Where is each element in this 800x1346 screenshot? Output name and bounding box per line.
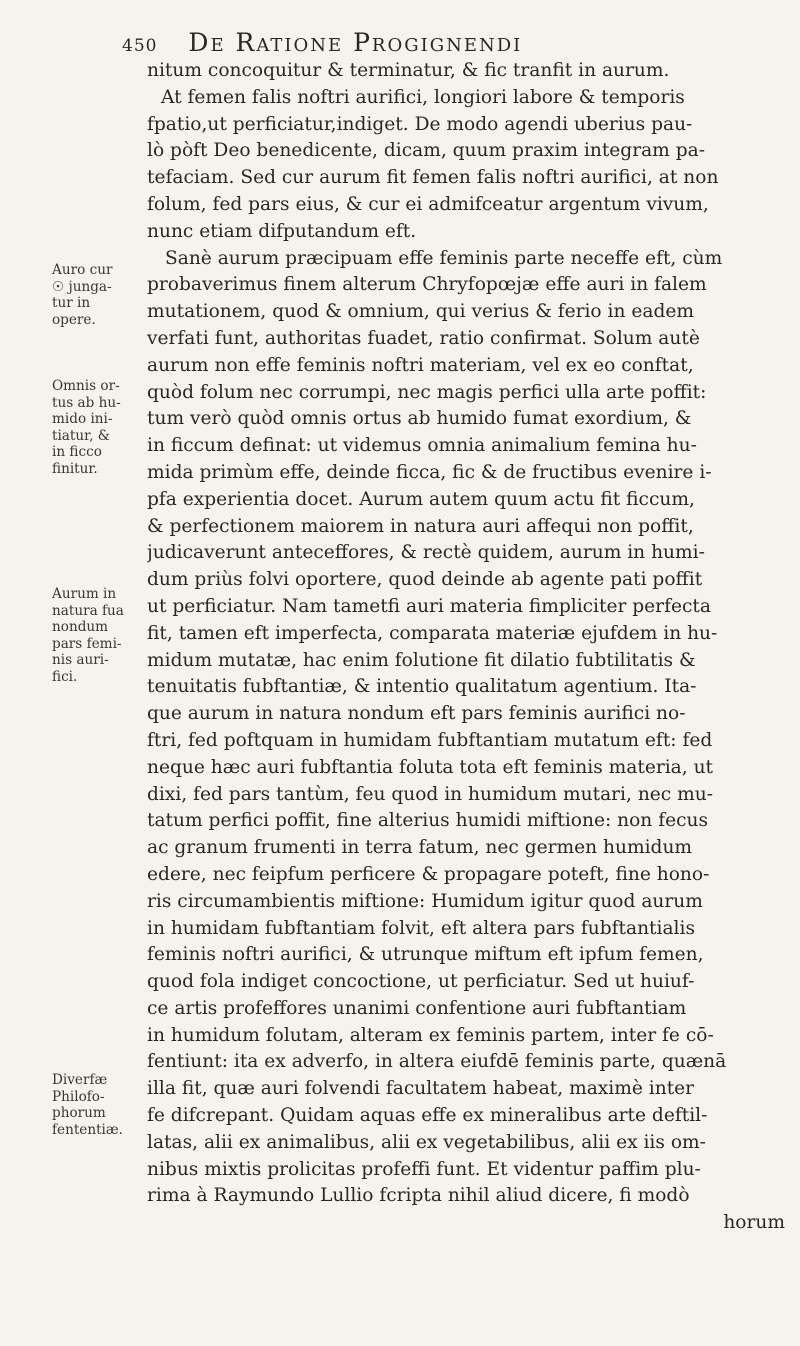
text-line: fit, tamen eft imperfecta, comparata materiæ ejufdem in hu- bbox=[147, 622, 718, 644]
margin-note-line: mido ini- bbox=[52, 411, 113, 428]
text-line: in ficcum definat: ut videmus omnia animalium femina hu- bbox=[147, 435, 697, 457]
text-line: Sanè aurum præcipuam effe feminis parte neceffe eft, cùm bbox=[165, 247, 723, 269]
main-text bbox=[147, 58, 785, 1237]
text-line: fe difcrepant. Quidam aquas effe ex mineralibus arte deftil- bbox=[147, 1105, 708, 1127]
text-line: ce artis profeffores unanimi confentione auri fubftantiam bbox=[147, 997, 687, 1019]
margin-note-line: fici. bbox=[52, 668, 78, 685]
running-title: De Ratione Progignendi bbox=[188, 28, 523, 57]
text-line: neque hæc auri fubftantia foluta tota eft feminis materia, ut bbox=[147, 756, 714, 778]
margin-note bbox=[52, 262, 138, 328]
text-line: judicaverunt anteceffores, & rectè quidem, aurum in humi- bbox=[147, 542, 705, 564]
margin-note bbox=[52, 586, 138, 686]
margin-note-line: Aurum in bbox=[52, 586, 117, 602]
margin-note-line: finitur. bbox=[52, 460, 98, 477]
text-line: aurum non effe feminis noftri materiam, vel ex eo conftat, bbox=[147, 354, 694, 376]
text-line: dum priùs folvi oportere, quod deinde ab agente pati poffit bbox=[147, 569, 703, 591]
margin-note-line: in ficco bbox=[52, 444, 102, 461]
text-line: tum verò quòd omnis ortus ab humido fumat exordium, & bbox=[147, 408, 692, 430]
text-line: fentiunt: ita ex adverfo, in altera eiufdē feminis parte, quænā bbox=[147, 1051, 727, 1073]
text-line: ac granum frumenti in terra fatum, nec germen humidum bbox=[147, 837, 693, 859]
margin-note-line: pars femi- bbox=[52, 635, 122, 652]
text-line: pfa experientia docet. Aurum autem quum actu fit ficcum, bbox=[147, 488, 695, 510]
text-line: ftri, fed poftquam in humidam fubftantiam mutatum eft: fed bbox=[147, 729, 713, 751]
text-line: horum bbox=[723, 1212, 785, 1234]
margin-note-line: tiatur, & bbox=[52, 427, 110, 444]
text-line: mutationem, quod & omnium, qui verius & ferio in eadem bbox=[147, 301, 694, 323]
page-number: 450 bbox=[122, 36, 158, 56]
margin-note bbox=[52, 1072, 138, 1138]
margin-note-line: Auro cur bbox=[52, 262, 113, 278]
text-line: folum, fed pars eius, & cur ei admifceatur argentum vivum, bbox=[147, 193, 709, 215]
text-line: tenuitatis fubftantiæ, & intentio qualitatum agentium. Ita- bbox=[147, 676, 697, 698]
text-line: nibus mixtis prolicitas profeffi funt. Et videntur paffim plu- bbox=[147, 1158, 701, 1180]
text-line: ris circumambientis miftione: Humidum igitur quod aurum bbox=[147, 890, 703, 912]
text-line: edere, nec feipfum perficere & propagare poteft, fine hono- bbox=[147, 863, 710, 885]
margin-note-line: fententiæ. bbox=[52, 1121, 124, 1138]
text-line: midum mutatæ, hac enim folutione fit dilatio fubtilitatis & bbox=[147, 649, 696, 671]
text-line: verfati funt, authoritas fuadet, ratio confirmat. Solum autè bbox=[147, 327, 700, 349]
text-line: dixi, fed pars tantùm, feu quod in humidum mutari, nec mu- bbox=[147, 783, 714, 805]
margin-note-line: Diverfæ bbox=[52, 1072, 108, 1088]
text-line: feminis noftri aurifici, & utrunque miftum eft ipfum femen, bbox=[147, 944, 704, 966]
margin-note-line: Philofo- bbox=[52, 1088, 105, 1105]
text-line: probaverimus finem alterum Chryfopœjæ effe auri in falem bbox=[147, 274, 707, 296]
text-line: in humidam fubftantiam folvit, eft altera pars fubftantialis bbox=[147, 917, 695, 939]
margin-note-line: ☉ junga- bbox=[52, 278, 112, 295]
margin-note bbox=[52, 378, 138, 478]
text-line: ut perficiatur. Nam tametfi auri materia fimpliciter perfecta bbox=[147, 595, 711, 617]
text-line: latas, alii ex animalibus, alii ex vegetabilibus, alii ex iis om- bbox=[147, 1131, 706, 1153]
margin-note-line: tus ab hu- bbox=[52, 394, 121, 411]
text-line: que aurum in natura nondum eft pars feminis aurifici no- bbox=[147, 703, 686, 725]
margin-note-line: natura fua bbox=[52, 602, 124, 619]
margin-note-line: Omnis or- bbox=[52, 378, 120, 394]
text-line: nitum concoquitur & terminatur, & fic tranfit in aurum. bbox=[147, 60, 670, 81]
margin-note-line: phorum bbox=[52, 1105, 106, 1122]
text-line: illa fit, quæ auri folvendi facultatem habeat, maximè inter bbox=[147, 1078, 695, 1100]
text-line: rima à Raymundo Lullio fcripta nihil aliud dicere, fi modò bbox=[147, 1185, 690, 1207]
text-line: mida primùm effe, deinde ficca, fic & de fructibus evenire i- bbox=[147, 461, 712, 483]
margin-note-line: nis auri- bbox=[52, 652, 109, 669]
margin-note-line: opere. bbox=[52, 311, 96, 328]
margin-note-line: nondum bbox=[52, 619, 109, 636]
text-line: fpatio,ut perficiatur,indiget. De modo agendi uberius pau- bbox=[147, 113, 693, 135]
text-line: tefaciam. Sed cur aurum fit femen falis noftri aurifici, at non bbox=[147, 167, 719, 189]
text-line: in humidum folutam, alteram ex feminis partem, inter fe cō- bbox=[147, 1024, 714, 1046]
margin-note-line: tur in bbox=[52, 295, 91, 312]
text-line: quod fola indiget concoctione, ut perficiatur. Sed ut huiuf- bbox=[147, 971, 695, 993]
text-line: lò pòft Deo benedicente, dicam, quum praxim integram pa- bbox=[147, 140, 705, 162]
text-line: nunc etiam difputandum eft. bbox=[147, 220, 417, 242]
text-line: quòd folum nec corrumpi, nec magis perfici ulla arte poffit: bbox=[147, 381, 707, 403]
text-line: & perfectionem maiorem in natura auri affequi non poffit, bbox=[147, 515, 694, 537]
text-line: At femen falis noftri aurifici, longiori labore & temporis bbox=[161, 86, 685, 108]
text-line: tatum perfici poffit, fine alterius humidi miftione: non fecus bbox=[147, 810, 709, 832]
